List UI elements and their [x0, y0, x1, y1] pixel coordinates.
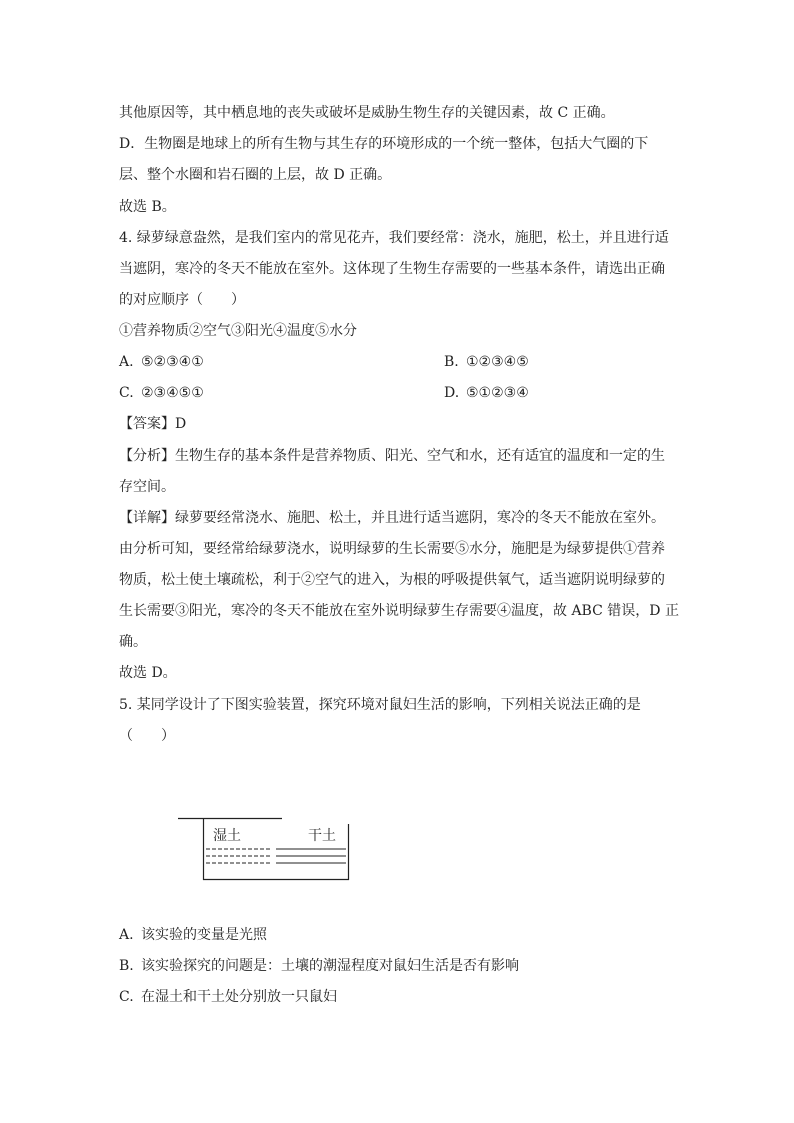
explanation-line: 确。 — [119, 634, 147, 650]
text-line: 故选 B。 — [119, 199, 176, 215]
option-text: ⑤①②③④ — [466, 385, 529, 401]
text-line: 层、整个水圈和岩石圈的上层，故 D 正确。 — [119, 167, 392, 183]
experiment-figure — [176, 816, 354, 888]
question-4-stem: 4. 绿萝绿意盎然，是我们室内的常见花卉，我们要经常：浇水，施肥，松土，并且进行适 — [119, 230, 669, 246]
analysis-line: 存空间。 — [119, 479, 175, 495]
text-line: 故选 D。 — [119, 665, 177, 681]
option-text: ⑤②③④① — [141, 354, 204, 370]
question-5-stem: 5. 某同学设计了下图实验装置，探究环境对鼠妇生活的影响，下列相关说法正确的是 — [119, 697, 641, 713]
q4-option-b — [444, 352, 529, 372]
experiment-apparatus — [176, 816, 354, 884]
q4-option-a — [119, 352, 204, 372]
option-text: ①②③④⑤ — [466, 354, 529, 370]
option-label: A. — [119, 927, 134, 943]
answer-line: 【答案】D — [119, 416, 187, 432]
option-text: 该实验的变量是光照 — [141, 927, 267, 943]
explanation-line: 物质，松土使土壤疏松，利于②空气的进入，为根的呼吸提供氧气，适当遮阴说明绿萝的 — [119, 572, 665, 588]
question-4-items: ①营养物质②空气③阳光④温度⑤水分 — [119, 323, 357, 339]
q4-option-c — [119, 383, 204, 403]
text-line: D．生物圈是地球上的所有生物与其生存的环境形成的一个统一整体，包括大气圈的下 — [119, 136, 649, 152]
option-label: C. — [119, 385, 134, 401]
option-label: B. — [119, 958, 134, 974]
explanation-line: 生长需要③阳光，寒冷的冬天不能放在室外说明绿萝生存需要④温度，故 ABC 错误，D 正 — [119, 603, 679, 619]
q5-option-b — [119, 956, 519, 976]
text-line: 其他原因等，其中栖息地的丧失或破坏是威胁生物生存的关键因素，故 C 正确。 — [119, 105, 615, 121]
option-text: ②③④⑤① — [141, 385, 204, 401]
option-label: B. — [444, 354, 459, 370]
option-label: D. — [444, 385, 460, 401]
analysis-line: 【分析】生物生存的基本条件是营养物质、阳光、空气和水，还有适宜的温度和一定的生 — [119, 448, 665, 464]
q5-option-a — [119, 925, 267, 945]
option-label: A. — [119, 354, 134, 370]
question-5-stem: （ ） — [119, 728, 175, 744]
q5-option-c — [119, 987, 337, 1007]
explanation-line: 由分析可知，要经常给绿萝浇水，说明绿萝的生长需要⑤水分，施肥是为绿萝提供①营养 — [119, 541, 665, 557]
option-text: 该实验探究的问题是：土壤的潮湿程度对鼠妇生活是否有影响 — [141, 958, 519, 974]
wet-soil-label: 湿土 — [213, 828, 241, 844]
option-label: C. — [119, 989, 134, 1005]
explanation-line: 【详解】绿萝要经常浇水、施肥、松土，并且进行适当遮阴，寒冷的冬天不能放在室外。 — [119, 510, 665, 526]
question-4-stem: 当遮阴，寒冷的冬天不能放在室外。这体现了生物生存需要的一些基本条件，请选出正确 — [119, 261, 665, 277]
question-4-stem: 的对应顺序（ ） — [119, 292, 245, 308]
dry-soil-label: 干土 — [308, 828, 336, 844]
option-text: 在湿土和干土处分别放一只鼠妇 — [141, 989, 337, 1005]
q4-option-d — [444, 383, 529, 403]
